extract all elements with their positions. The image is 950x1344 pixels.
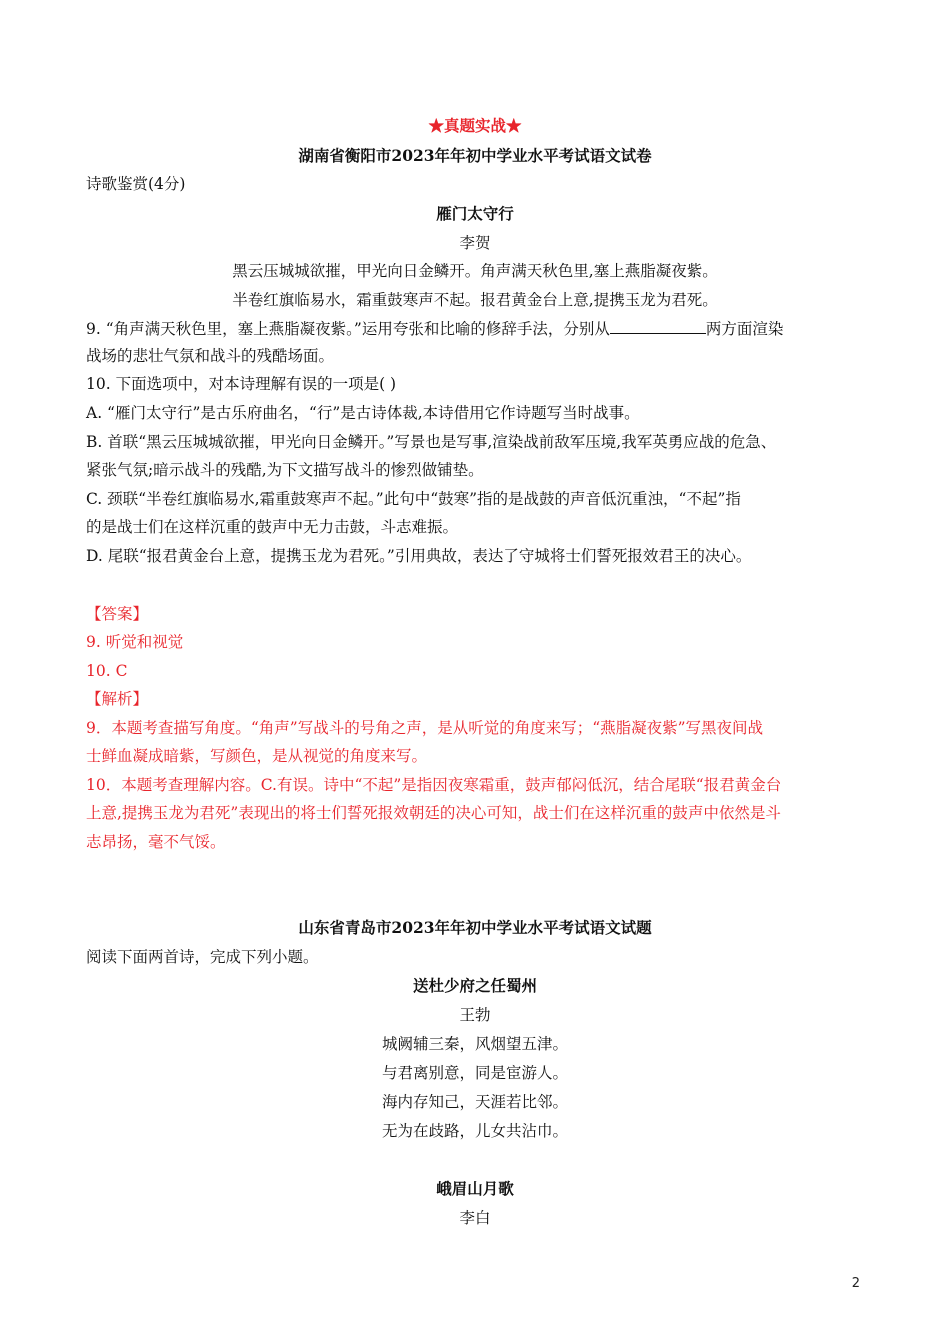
question-9-cont: 战场的悲壮气氛和战斗的残酷场面。 <box>86 347 335 365</box>
answer-9: 9. 听觉和视觉 <box>86 633 184 651</box>
poem2-line: 城阙辅三秦，风烟望五津。 <box>381 1035 568 1053</box>
section1-title: 湖南省衡阳市2023年年初中学业水平考试语文试卷 <box>298 146 652 165</box>
poem2-line: 海内存知己，天涯若比邻。 <box>381 1093 568 1111</box>
poem2-line: 无为在歧路，儿女共沾巾。 <box>381 1122 568 1140</box>
analysis-line: 9．本题考查描写角度。“角声”写战斗的号角之声，是从听觉的角度来写；“燕脂凝夜紫”写黑夜间战 <box>86 719 764 737</box>
question-9-text: 9. “角声满天秋色里，塞上燕脂凝夜紫。”运用夸张和比喻的修辞手法，分别从 <box>86 320 610 338</box>
question-10: 10. 下面选项中，对本诗理解有误的一项是( ) <box>86 375 397 393</box>
answer-blank[interactable] <box>610 318 706 334</box>
analysis-line: 10．本题考查理解内容。C.有误。诗中“不起”是指因夜寒霜重，鼓声郁闷低沉，结合尾联“报君黄金台 <box>86 776 782 794</box>
analysis-label: 【解析】 <box>86 690 149 708</box>
poem2-line: 与君离别意，同是宦游人。 <box>381 1064 568 1082</box>
section2-title: 山东省青岛市2023年年初中学业水平考试语文试题 <box>298 918 652 937</box>
option-c-cont: 的是战士们在这样沉重的鼓声中无力击鼓，斗志难振。 <box>86 518 459 536</box>
poem1-author: 李贺 <box>459 234 491 252</box>
option-d: D. 尾联“报君黄金台上意，提携玉龙为君死。”引用典故，表达了守城将士们誓死报效君王的决心。 <box>86 547 752 565</box>
question-9-text-end: 两方面渲染 <box>705 320 784 338</box>
poem1-line: 黑云压城城欲摧，甲光向日金鳞开。角声满天秋色里,塞上燕脂凝夜紫。 <box>232 262 718 280</box>
answer-label: 【答案】 <box>86 605 149 623</box>
section2-intro: 阅读下面两首诗，完成下列小题。 <box>86 948 319 966</box>
poem3-title: 峨眉山月歌 <box>436 1179 514 1198</box>
poem2-author: 王勃 <box>459 1006 491 1024</box>
page-number: 2 <box>851 1276 860 1291</box>
banner-heading: ★真题实战★ <box>428 116 522 135</box>
option-b: B. 首联“黑云压城城欲摧，甲光向日金鳞开。”写景也是写事,渲染战前敌军压境,我军英勇应战的危急、 <box>86 433 777 451</box>
poem2-title: 送杜少府之任蜀州 <box>412 976 537 995</box>
section1-intro: 诗歌鉴赏(4分) <box>86 175 186 193</box>
question-9 <box>86 318 864 339</box>
analysis-line: 士鲜血凝成暗紫，写颜色，是从视觉的角度来写。 <box>86 747 428 765</box>
option-c: C. 颈联“半卷红旗临易水,霜重鼓寒声不起。”此句中“鼓寒”指的是战鼓的声音低沉重浊，“不起”指 <box>86 490 741 508</box>
poem1-title: 雁门太守行 <box>436 204 514 223</box>
option-b-cont: 紧张气氛;暗示战斗的残酷,为下文描写战斗的惨烈做铺垫。 <box>86 461 484 479</box>
poem3-author: 李白 <box>459 1209 491 1227</box>
analysis-line: 志昂扬，毫不气馁。 <box>86 833 226 851</box>
poem1-line: 半卷红旗临易水，霜重鼓寒声不起。报君黄金台上意,提携玉龙为君死。 <box>232 291 718 309</box>
option-a: A. “雁门太守行”是古乐府曲名，“行”是古诗体裁,本诗借用它作诗题写当时战事。 <box>86 404 640 422</box>
answer-10: 10. C <box>86 662 128 680</box>
analysis-line: 上意,提携玉龙为君死”表现出的将士们誓死报效朝廷的决心可知，战士们在这样沉重的鼓声中依然是斗 <box>86 804 781 822</box>
